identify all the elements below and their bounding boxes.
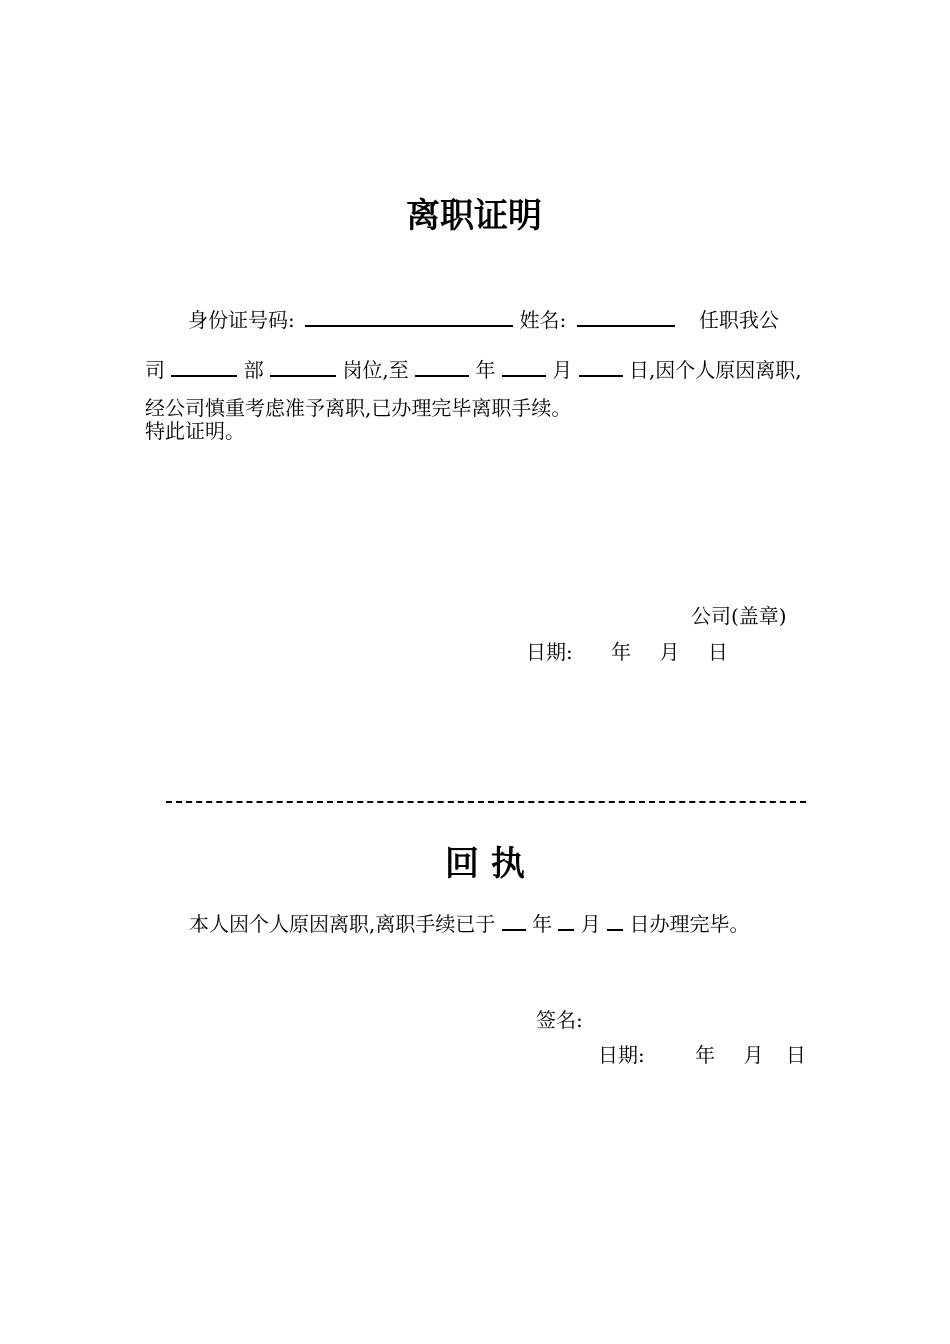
- certificate-date: [526, 640, 728, 664]
- receipt-month: 月: [580, 912, 601, 936]
- receipt-year-blank[interactable]: [502, 909, 526, 931]
- certificate-line-2: [145, 355, 802, 382]
- department-blank[interactable]: [171, 355, 237, 377]
- line2-year: 年: [475, 358, 496, 382]
- certificate-line-4: 特此证明。: [145, 419, 245, 443]
- line2-month: 月: [552, 358, 573, 382]
- id-number-label: 身份证号码:: [188, 308, 295, 332]
- certificate-title: 离职证明: [406, 196, 542, 236]
- line2-position: 岗位,至: [342, 358, 409, 382]
- date-month: 月: [659, 640, 680, 664]
- receipt-date-label: 日期:: [598, 1043, 645, 1067]
- signature-label: 签名:: [536, 1008, 583, 1032]
- receipt-body-intro: 本人因个人原因离职,离职手续已于: [189, 912, 496, 936]
- receipt-body: [189, 909, 750, 936]
- receipt-day-blank[interactable]: [607, 909, 623, 931]
- company-seal-label: 公司(盖章): [691, 604, 787, 628]
- receipt-date: [598, 1043, 806, 1067]
- line2-dept: 部: [243, 358, 264, 382]
- year-blank[interactable]: [415, 355, 469, 377]
- receipt-date-year: 年: [695, 1043, 716, 1067]
- certificate-line-3: 经公司慎重考虑准予离职,已办理完毕离职手续。: [145, 396, 572, 420]
- receipt-title: 回 执: [445, 844, 525, 884]
- certificate-line-1: [188, 305, 779, 332]
- name-blank[interactable]: [577, 305, 675, 327]
- position-blank[interactable]: [270, 355, 336, 377]
- cut-line-separator: [166, 801, 806, 803]
- date-day: 日: [707, 640, 728, 664]
- receipt-body-tail: 日办理完毕。: [629, 912, 750, 936]
- name-label: 姓名:: [519, 308, 567, 332]
- receipt-date-day: 日: [785, 1043, 806, 1067]
- line2-company: 司: [145, 358, 165, 382]
- receipt-date-month: 月: [743, 1043, 764, 1067]
- date-label: 日期:: [526, 640, 573, 664]
- date-year: 年: [611, 640, 632, 664]
- receipt-year: 年: [532, 912, 553, 936]
- receipt-month-blank[interactable]: [558, 909, 574, 931]
- line1-tail: 任职我公: [698, 308, 779, 332]
- day-blank[interactable]: [579, 355, 623, 377]
- month-blank[interactable]: [502, 355, 546, 377]
- line2-tail: 日,因个人原因离职,: [628, 358, 802, 382]
- id-number-blank[interactable]: [305, 305, 513, 327]
